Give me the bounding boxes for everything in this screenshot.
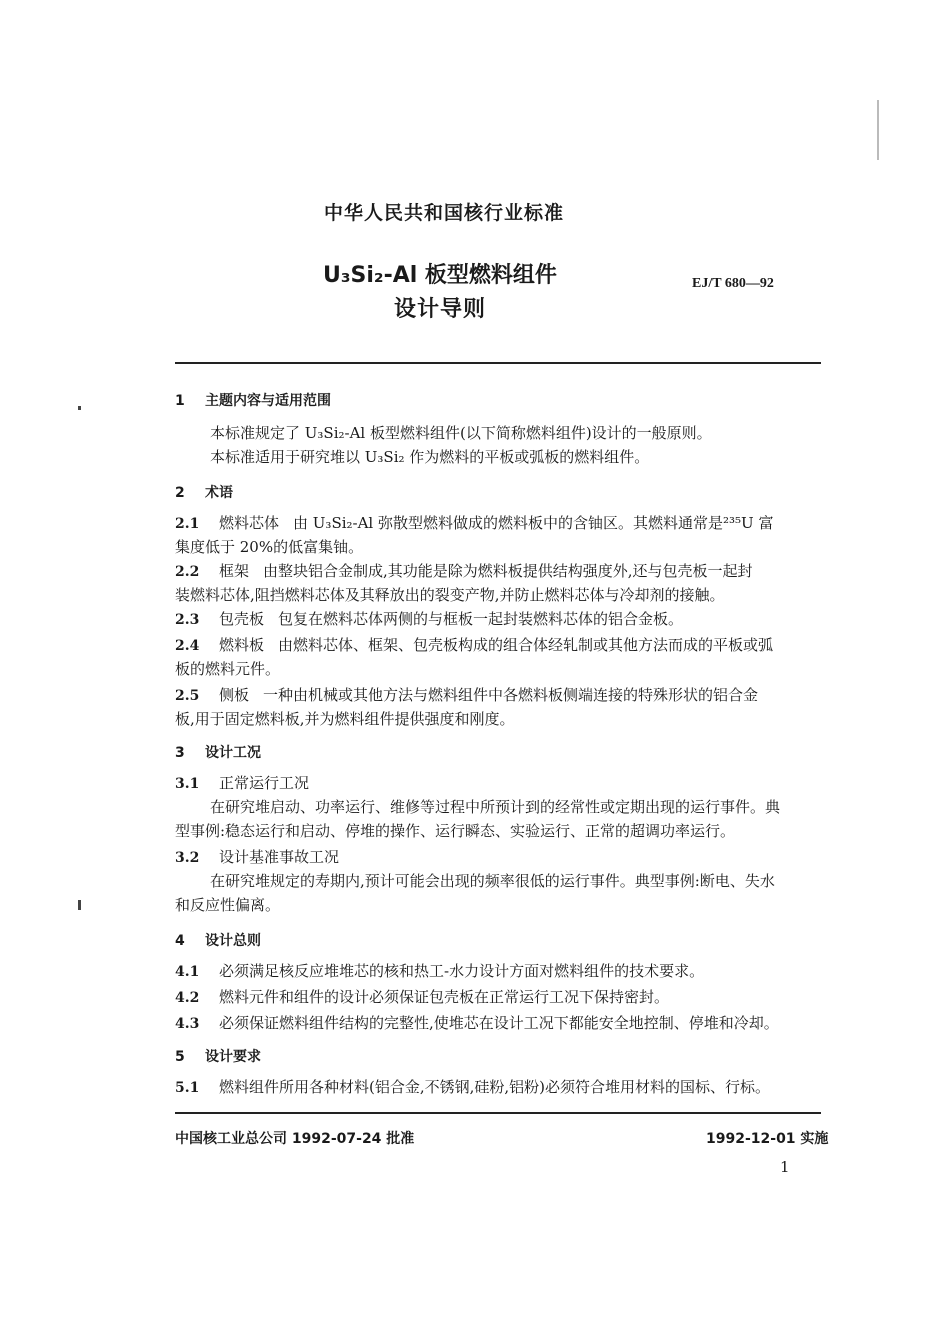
clause-number: 2.1 bbox=[175, 516, 200, 532]
clause-text: 燃料元件和组件的设计必须保证包壳板在正常运行工况下保持密封。 bbox=[219, 988, 670, 1006]
section-title: 设计总则 bbox=[205, 933, 261, 949]
clause-term: 框架 bbox=[219, 562, 250, 580]
clause-term: 燃料芯体 bbox=[219, 514, 280, 532]
scan-speck bbox=[78, 900, 81, 910]
clause-continuation: 装燃料芯体,阻挡燃料芯体及其释放出的裂变产物,并防止燃料芯体与冷却剂的接触。 bbox=[175, 586, 725, 604]
section-number: 4 bbox=[175, 933, 185, 949]
clause-continuation: 集度低于 20%的低富集铀。 bbox=[175, 538, 364, 556]
clause bbox=[175, 512, 773, 535]
standard-code: EJ/T 680—92 bbox=[692, 276, 774, 291]
clause-title: 正常运行工况 bbox=[219, 774, 310, 792]
clause-number: 2.4 bbox=[175, 638, 200, 654]
section-number: 3 bbox=[175, 745, 185, 761]
clause-text: 由整块铝合金制成,其功能是除为燃料板提供结构强度外,还与包壳板一起封 bbox=[263, 562, 753, 580]
section-4-heading bbox=[175, 930, 261, 950]
section-title: 设计工况 bbox=[205, 745, 261, 761]
clause bbox=[175, 846, 339, 869]
section-title: 术语 bbox=[205, 485, 233, 501]
clause-number: 3.2 bbox=[175, 850, 200, 866]
standard-organization: 中华人民共和国核行业标准 bbox=[323, 202, 564, 224]
footer-divider bbox=[175, 1112, 821, 1114]
clause-text: 包复在燃料芯体两侧的与框板一起封装燃料芯体的铝合金板。 bbox=[278, 610, 684, 628]
section-2-heading bbox=[175, 482, 233, 502]
clause-number: 4.1 bbox=[175, 964, 200, 980]
clause-number: 4.2 bbox=[175, 990, 200, 1006]
clause-text: 必须满足核反应堆堆芯的核和热工-水力设计方面对燃料组件的技术要求。 bbox=[219, 962, 705, 980]
clause-number: 2.5 bbox=[175, 688, 200, 704]
paragraph: 本标准规定了 U₃Si₂-Al 板型燃料组件(以下简称燃料组件)设计的一般原则。 bbox=[210, 424, 712, 442]
paragraph: 在研究堆启动、功率运行、维修等过程中所预计到的经常性或定期出现的运行事件。典 bbox=[210, 798, 781, 816]
section-1-heading bbox=[175, 390, 331, 410]
scan-speck bbox=[78, 406, 81, 410]
clause-number: 2.2 bbox=[175, 564, 200, 580]
clause-text: 燃料组件所用各种材料(铝合金,不锈钢,硅粉,铝粉)必须符合堆用材料的国标、行标。 bbox=[219, 1078, 771, 1096]
document-title-line1: U₃Si₂-Al 板型燃料组件 bbox=[323, 263, 557, 288]
paragraph-continuation: 型事例:稳态运行和启动、停堆的操作、运行瞬态、实验运行、正常的超调功率运行。 bbox=[175, 822, 736, 840]
clause-text: 由 U₃Si₂-Al 弥散型燃料做成的燃料板中的含铀区。其燃料通常是²³⁵U 富 bbox=[293, 514, 774, 532]
scan-edge-mark bbox=[877, 100, 879, 160]
paragraph: 在研究堆规定的寿期内,预计可能会出现的频率很低的运行事件。典型事例:断电、失水 bbox=[210, 872, 775, 890]
clause-text: 由燃料芯体、框架、包壳板构成的组合体经轧制或其他方法而成的平板或弧 bbox=[278, 636, 774, 654]
section-title: 主题内容与适用范围 bbox=[205, 393, 331, 409]
clause-continuation: 板的燃料元件。 bbox=[175, 660, 281, 678]
section-number: 1 bbox=[175, 393, 185, 409]
clause bbox=[175, 986, 669, 1009]
section-3-heading bbox=[175, 742, 261, 762]
paragraph-continuation: 和反应性偏离。 bbox=[175, 896, 281, 914]
section-number: 5 bbox=[175, 1049, 185, 1065]
clause bbox=[175, 960, 704, 983]
clause-text: 一种由机械或其他方法与燃料组件中各燃料板侧端连接的特殊形状的铝合金 bbox=[263, 686, 759, 704]
clause bbox=[175, 560, 753, 583]
approval-line: 中国核工业总公司 1992-07-24 批准 bbox=[175, 1131, 415, 1147]
clause bbox=[175, 1012, 779, 1035]
clause-title: 设计基准事故工况 bbox=[219, 848, 340, 866]
effective-date: 1992-12-01 实施 bbox=[706, 1131, 829, 1147]
clause-number: 3.1 bbox=[175, 776, 200, 792]
section-title: 设计要求 bbox=[205, 1049, 261, 1065]
section-5-heading bbox=[175, 1046, 261, 1066]
paragraph: 本标准适用于研究堆以 U₃Si₂ 作为燃料的平板或弧板的燃料组件。 bbox=[210, 448, 650, 466]
clause-term: 燃料板 bbox=[219, 636, 265, 654]
clause-number: 5.1 bbox=[175, 1080, 200, 1096]
clause bbox=[175, 1076, 770, 1099]
document-title-line2: 设计导则 bbox=[393, 297, 486, 322]
clause-number: 2.3 bbox=[175, 612, 200, 628]
clause-term: 侧板 bbox=[219, 686, 250, 704]
section-number: 2 bbox=[175, 485, 185, 501]
clause-term: 包壳板 bbox=[219, 610, 265, 628]
clause bbox=[175, 634, 773, 657]
clause bbox=[175, 684, 758, 707]
header-divider bbox=[175, 362, 821, 364]
clause-number: 4.3 bbox=[175, 1016, 200, 1032]
clause-continuation: 板,用于固定燃料板,并为燃料组件提供强度和刚度。 bbox=[175, 710, 515, 728]
page-number: 1 bbox=[780, 1158, 790, 1176]
clause bbox=[175, 772, 309, 795]
clause bbox=[175, 608, 683, 631]
clause-text: 必须保证燃料组件结构的完整性,使堆芯在设计工况下都能安全地控制、停堆和冷却。 bbox=[219, 1014, 779, 1032]
